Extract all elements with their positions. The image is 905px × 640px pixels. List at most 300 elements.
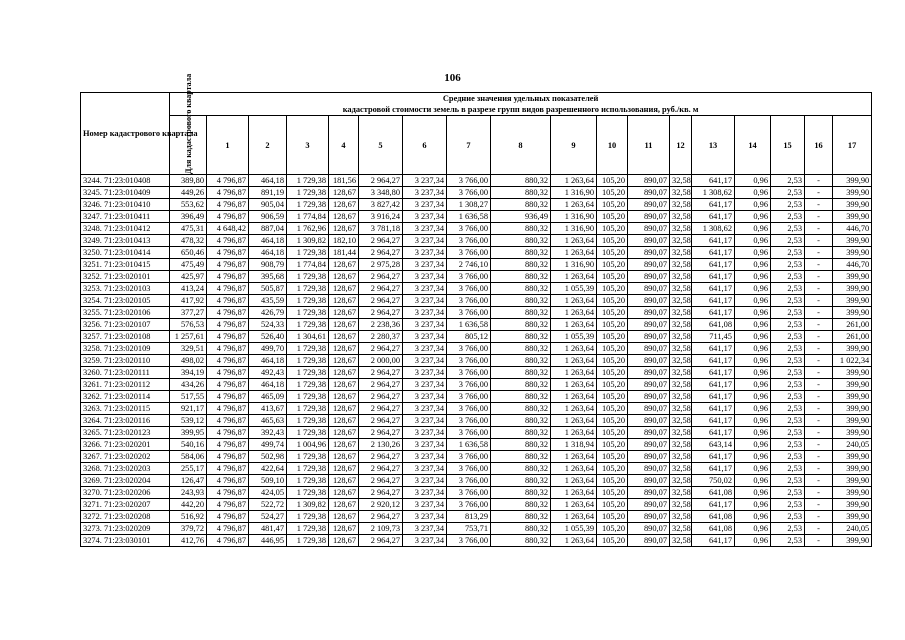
group-number-header: 7 [447, 116, 491, 175]
value-cell: 105,20 [597, 451, 628, 463]
value-cell: 2,53 [771, 535, 805, 547]
value-cell: 3 237,34 [403, 211, 447, 223]
value-cell: 2 964,27 [359, 427, 403, 439]
value-cell: 105,20 [597, 487, 628, 499]
value-cell: 2 964,27 [359, 271, 403, 283]
value-cell: 105,20 [597, 199, 628, 211]
value-cell: 3 237,34 [403, 427, 447, 439]
value-cell: 2 964,27 [359, 451, 403, 463]
value-cell: 399,90 [833, 175, 872, 187]
value-cell: 4 796,87 [207, 319, 249, 331]
value-cell: - [805, 463, 833, 475]
value-cell: 1 316,90 [551, 259, 597, 271]
value-cell: 2 000,00 [359, 355, 403, 367]
quarter-cell: 3267. 71:23:020202 [81, 451, 170, 463]
value-cell: 1 316,90 [551, 211, 597, 223]
value-cell: 1 729,38 [287, 403, 329, 415]
table-body [81, 175, 872, 547]
value-cell: 3 237,34 [403, 247, 447, 259]
value-cell: 3 237,34 [403, 355, 447, 367]
table-row [81, 211, 872, 223]
value-cell: 2 964,27 [359, 379, 403, 391]
value-cell: 1 636,58 [447, 319, 491, 331]
value-cell: 4 796,87 [207, 535, 249, 547]
value-cell: 424,05 [249, 487, 287, 499]
value-cell: 576,53 [170, 319, 207, 331]
value-cell: 32,58 [670, 367, 692, 379]
value-cell: 1 729,38 [287, 343, 329, 355]
group-number-header: 5 [359, 116, 403, 175]
value-cell: 399,90 [833, 451, 872, 463]
value-cell: 465,09 [249, 391, 287, 403]
value-cell: 1 729,38 [287, 283, 329, 295]
table-row [81, 487, 872, 499]
value-cell: 2,53 [771, 283, 805, 295]
value-cell: 1 774,84 [287, 259, 329, 271]
value-cell: 0,96 [735, 319, 771, 331]
group-title-line-1: Средние значения удельных показателей [442, 94, 599, 103]
value-cell: 641,17 [692, 175, 735, 187]
value-cell: 399,90 [833, 199, 872, 211]
value-cell: 3 237,34 [403, 367, 447, 379]
value-cell: 936,49 [491, 211, 551, 223]
value-cell: 1 004,96 [287, 439, 329, 451]
value-cell: 890,07 [628, 283, 670, 295]
group-number-header: 15 [771, 116, 805, 175]
value-cell: 3 766,00 [447, 463, 491, 475]
value-cell: 128,67 [329, 487, 359, 499]
quarter-cell: 3268. 71:23:020203 [81, 463, 170, 475]
value-cell: 2,53 [771, 271, 805, 283]
value-cell: 0,96 [735, 475, 771, 487]
table-row [81, 355, 872, 367]
value-cell: 1 316,90 [551, 223, 597, 235]
value-cell: 399,90 [833, 511, 872, 523]
value-cell: 1 257,61 [170, 331, 207, 343]
value-cell: 641,17 [692, 259, 735, 271]
value-cell: 3 766,00 [447, 367, 491, 379]
value-cell: 32,58 [670, 343, 692, 355]
value-cell: 475,31 [170, 223, 207, 235]
table-row [81, 367, 872, 379]
value-cell: 3 766,00 [447, 475, 491, 487]
value-cell: 128,67 [329, 535, 359, 547]
value-cell: 1 263,64 [551, 367, 597, 379]
value-cell: 475,49 [170, 259, 207, 271]
value-cell: 526,40 [249, 331, 287, 343]
value-cell: 413,24 [170, 283, 207, 295]
value-cell: 2 964,27 [359, 511, 403, 523]
value-cell: 1 729,38 [287, 355, 329, 367]
value-cell: 32,58 [670, 295, 692, 307]
value-cell: 2,53 [771, 199, 805, 211]
value-cell: 2,53 [771, 223, 805, 235]
value-cell: 2 920,12 [359, 499, 403, 511]
value-cell: 880,32 [491, 331, 551, 343]
value-cell: 1 729,38 [287, 271, 329, 283]
value-cell: 880,32 [491, 439, 551, 451]
quarter-cell: 3259. 71:23:020110 [81, 355, 170, 367]
value-cell: 1 729,38 [287, 175, 329, 187]
value-cell: 890,07 [628, 211, 670, 223]
value-cell: 4 796,87 [207, 463, 249, 475]
value-cell: 32,58 [670, 223, 692, 235]
value-cell: 105,20 [597, 319, 628, 331]
value-cell: 399,90 [833, 247, 872, 259]
value-cell: 399,90 [833, 271, 872, 283]
value-cell: 641,17 [692, 391, 735, 403]
value-cell: 641,17 [692, 367, 735, 379]
value-cell: 1 263,64 [551, 307, 597, 319]
value-cell: 2 964,27 [359, 403, 403, 415]
value-cell: 392,43 [249, 427, 287, 439]
value-cell: 4 796,87 [207, 439, 249, 451]
value-cell: 1 318,94 [551, 439, 597, 451]
value-cell: - [805, 199, 833, 211]
table-row [81, 391, 872, 403]
table-row [81, 379, 872, 391]
value-cell: 128,67 [329, 187, 359, 199]
table-row [81, 331, 872, 343]
value-cell: - [805, 451, 833, 463]
group-number-header: 1 [207, 116, 249, 175]
value-cell: 890,07 [628, 451, 670, 463]
value-cell: 105,20 [597, 403, 628, 415]
value-cell: 128,67 [329, 199, 359, 211]
value-cell: 465,63 [249, 415, 287, 427]
value-cell: 128,67 [329, 427, 359, 439]
value-cell: 0,96 [735, 367, 771, 379]
value-cell: 890,07 [628, 439, 670, 451]
value-cell: 2,53 [771, 487, 805, 499]
value-cell: 1 055,39 [551, 523, 597, 535]
group-number-header: 8 [491, 116, 551, 175]
group-number-header: 4 [329, 116, 359, 175]
value-cell: 32,58 [670, 535, 692, 547]
value-cell: 2,53 [771, 259, 805, 271]
value-cell: 890,07 [628, 379, 670, 391]
value-cell: - [805, 391, 833, 403]
value-cell: 105,20 [597, 187, 628, 199]
rotated-column-header [170, 73, 207, 175]
value-cell: 516,92 [170, 511, 207, 523]
value-cell: 1 308,62 [692, 223, 735, 235]
table-row [81, 535, 872, 547]
value-cell: 0,96 [735, 343, 771, 355]
value-cell: 1 729,38 [287, 523, 329, 535]
quarter-cell: 3266. 71:23:020201 [81, 439, 170, 451]
header-row-numbers [81, 116, 872, 175]
value-cell: 906,59 [249, 211, 287, 223]
value-cell: 1 022,34 [833, 355, 872, 367]
value-cell: 3 237,34 [403, 271, 447, 283]
quarter-cell: 3248. 71:23:010412 [81, 223, 170, 235]
value-cell: 750,02 [692, 475, 735, 487]
value-cell: 880,32 [491, 175, 551, 187]
value-cell: 880,32 [491, 235, 551, 247]
value-cell: - [805, 331, 833, 343]
value-cell: 2,53 [771, 355, 805, 367]
value-cell: 0,96 [735, 439, 771, 451]
quarter-cell: 3246. 71:23:010410 [81, 199, 170, 211]
value-cell: 880,32 [491, 355, 551, 367]
value-cell: 3 237,34 [403, 283, 447, 295]
value-cell: 3 827,42 [359, 199, 403, 211]
value-cell: 0,96 [735, 295, 771, 307]
value-cell: 890,07 [628, 271, 670, 283]
value-cell: 1 263,64 [551, 499, 597, 511]
value-cell: 3 237,34 [403, 343, 447, 355]
value-cell: 2 964,27 [359, 235, 403, 247]
group-number-header: 10 [597, 116, 628, 175]
value-cell: 394,19 [170, 367, 207, 379]
value-cell: 641,17 [692, 463, 735, 475]
value-cell: 3 766,00 [447, 487, 491, 499]
value-cell: 4 796,87 [207, 391, 249, 403]
value-cell: 890,07 [628, 223, 670, 235]
value-cell: 524,33 [249, 319, 287, 331]
value-cell: 1 263,64 [551, 379, 597, 391]
value-cell: 641,17 [692, 415, 735, 427]
value-cell: - [805, 259, 833, 271]
table-row [81, 223, 872, 235]
value-cell: 4 796,87 [207, 343, 249, 355]
value-cell: - [805, 367, 833, 379]
group-number-header: 14 [735, 116, 771, 175]
value-cell: 2 964,27 [359, 463, 403, 475]
value-cell: 0,96 [735, 499, 771, 511]
group-number-header: 6 [403, 116, 447, 175]
value-cell: 539,12 [170, 415, 207, 427]
value-cell: 641,08 [692, 487, 735, 499]
table-row [81, 451, 872, 463]
table-row [81, 427, 872, 439]
value-cell: 1 263,64 [551, 271, 597, 283]
value-cell: 0,96 [735, 535, 771, 547]
value-cell: - [805, 535, 833, 547]
value-cell: 3 237,34 [403, 379, 447, 391]
value-cell: 105,20 [597, 271, 628, 283]
value-cell: 128,67 [329, 403, 359, 415]
value-cell: - [805, 439, 833, 451]
value-cell: 880,32 [491, 343, 551, 355]
value-cell: 442,20 [170, 499, 207, 511]
value-cell: 880,32 [491, 451, 551, 463]
value-cell: 3 237,34 [403, 307, 447, 319]
value-cell: - [805, 235, 833, 247]
value-cell: 641,17 [692, 247, 735, 259]
value-cell: 880,32 [491, 391, 551, 403]
value-cell: 105,20 [597, 247, 628, 259]
value-cell: 509,10 [249, 475, 287, 487]
value-cell: 2,53 [771, 415, 805, 427]
quarter-cell: 3270. 71:23:020206 [81, 487, 170, 499]
value-cell: 2,53 [771, 463, 805, 475]
value-cell: 890,07 [628, 343, 670, 355]
value-cell: 329,51 [170, 343, 207, 355]
value-cell: 2 964,27 [359, 367, 403, 379]
value-cell: 105,20 [597, 427, 628, 439]
value-cell: 880,32 [491, 499, 551, 511]
value-cell: 524,27 [249, 511, 287, 523]
value-cell: 2,53 [771, 175, 805, 187]
value-cell: 32,58 [670, 463, 692, 475]
value-cell: 399,90 [833, 475, 872, 487]
value-cell: 2,53 [771, 511, 805, 523]
rotated-column-label: Для кадастрового квартала [183, 73, 193, 174]
value-cell: 32,58 [670, 283, 692, 295]
value-cell: 105,20 [597, 439, 628, 451]
value-cell: 3 237,34 [403, 511, 447, 523]
value-cell: 389,80 [170, 175, 207, 187]
value-cell: 3 237,34 [403, 499, 447, 511]
value-cell: 1 304,61 [287, 331, 329, 343]
quarter-cell: 3258. 71:23:020109 [81, 343, 170, 355]
value-cell: 0,96 [735, 211, 771, 223]
value-cell: 105,20 [597, 343, 628, 355]
value-cell: 4 796,87 [207, 511, 249, 523]
value-cell: 399,90 [833, 211, 872, 223]
value-cell: 3 237,34 [403, 439, 447, 451]
value-cell: 905,04 [249, 199, 287, 211]
value-cell: 641,17 [692, 427, 735, 439]
value-cell: 2,53 [771, 391, 805, 403]
value-cell: 1 636,58 [447, 211, 491, 223]
value-cell: 3 766,00 [447, 403, 491, 415]
group-number-header: 9 [551, 116, 597, 175]
value-cell: 4 796,87 [207, 523, 249, 535]
value-cell: 880,32 [491, 295, 551, 307]
value-cell: 399,90 [833, 283, 872, 295]
value-cell: 753,71 [447, 523, 491, 535]
value-cell: 399,90 [833, 391, 872, 403]
value-cell: 890,07 [628, 307, 670, 319]
value-cell: - [805, 475, 833, 487]
value-cell: 0,96 [735, 187, 771, 199]
value-cell: 890,07 [628, 391, 670, 403]
value-cell: 446,70 [833, 259, 872, 271]
value-cell: 105,20 [597, 499, 628, 511]
value-cell: 32,58 [670, 391, 692, 403]
value-cell: 1 316,90 [551, 187, 597, 199]
value-cell: 2,53 [771, 367, 805, 379]
value-cell: 399,90 [833, 427, 872, 439]
value-cell: 908,79 [249, 259, 287, 271]
value-cell: 887,04 [249, 223, 287, 235]
value-cell: 1 263,64 [551, 235, 597, 247]
value-cell: 105,20 [597, 283, 628, 295]
value-cell: 2,53 [771, 211, 805, 223]
value-cell: 641,17 [692, 283, 735, 295]
value-cell: 890,07 [628, 199, 670, 211]
value-cell: 0,96 [735, 247, 771, 259]
value-cell: - [805, 283, 833, 295]
value-cell: 2 964,27 [359, 415, 403, 427]
quarter-column-header: Номер кадастрового квартала [81, 93, 170, 175]
value-cell: 2,53 [771, 187, 805, 199]
value-cell: 3 766,00 [447, 247, 491, 259]
value-cell: 553,62 [170, 199, 207, 211]
value-cell: 4 796,87 [207, 259, 249, 271]
quarter-cell: 3253. 71:23:020103 [81, 283, 170, 295]
value-cell: 499,70 [249, 343, 287, 355]
value-cell: 880,32 [491, 259, 551, 271]
value-cell: 3 766,00 [447, 187, 491, 199]
value-cell: 128,67 [329, 439, 359, 451]
value-cell: 105,20 [597, 331, 628, 343]
value-cell: 4 648,42 [207, 223, 249, 235]
value-cell: 128,67 [329, 355, 359, 367]
value-cell: 641,17 [692, 271, 735, 283]
value-cell: 0,96 [735, 415, 771, 427]
value-cell: 1 263,64 [551, 319, 597, 331]
value-cell: 3 766,00 [447, 295, 491, 307]
value-cell: 880,32 [491, 319, 551, 331]
value-cell: 4 796,87 [207, 295, 249, 307]
value-cell: 1 055,39 [551, 283, 597, 295]
value-cell: 1 263,64 [551, 391, 597, 403]
value-cell: 890,07 [628, 235, 670, 247]
value-cell: 3 237,34 [403, 523, 447, 535]
value-cell: 105,20 [597, 175, 628, 187]
value-cell: 32,58 [670, 523, 692, 535]
value-cell: 0,96 [735, 259, 771, 271]
value-cell: - [805, 187, 833, 199]
value-cell: 128,67 [329, 499, 359, 511]
value-cell: 128,67 [329, 523, 359, 535]
value-cell: 805,12 [447, 331, 491, 343]
value-cell: 498,02 [170, 355, 207, 367]
value-cell: 1 263,64 [551, 463, 597, 475]
value-cell: 0,96 [735, 271, 771, 283]
value-cell: 3 766,00 [447, 175, 491, 187]
value-cell: 641,17 [692, 499, 735, 511]
value-cell: 1 636,58 [447, 439, 491, 451]
value-cell: 3 916,24 [359, 211, 403, 223]
value-cell: 880,32 [491, 367, 551, 379]
quarter-cell: 3247. 71:23:010411 [81, 211, 170, 223]
value-cell: 641,08 [692, 319, 735, 331]
value-cell: 4 796,87 [207, 355, 249, 367]
value-cell: 890,07 [628, 259, 670, 271]
value-cell: 890,07 [628, 187, 670, 199]
value-cell: 641,17 [692, 355, 735, 367]
value-cell: 399,90 [833, 379, 872, 391]
value-cell: 880,32 [491, 511, 551, 523]
value-cell: 2 746,10 [447, 259, 491, 271]
value-cell: 3 237,34 [403, 235, 447, 247]
value-cell: 128,67 [329, 319, 359, 331]
value-cell: 399,90 [833, 187, 872, 199]
value-cell: 128,67 [329, 211, 359, 223]
quarter-cell: 3244. 71:23:010408 [81, 175, 170, 187]
quarter-cell: 3254. 71:23:020105 [81, 295, 170, 307]
value-cell: 890,07 [628, 355, 670, 367]
value-cell: 399,90 [833, 367, 872, 379]
value-cell: 105,20 [597, 391, 628, 403]
value-cell: 891,19 [249, 187, 287, 199]
value-cell: 880,32 [491, 283, 551, 295]
value-cell: 3 237,34 [403, 175, 447, 187]
value-cell: 890,07 [628, 475, 670, 487]
value-cell: 128,67 [329, 463, 359, 475]
value-cell: - [805, 499, 833, 511]
value-cell: 1 729,38 [287, 391, 329, 403]
table-row [81, 511, 872, 523]
value-cell: 128,67 [329, 223, 359, 235]
value-cell: 422,64 [249, 463, 287, 475]
value-cell: 128,67 [329, 307, 359, 319]
